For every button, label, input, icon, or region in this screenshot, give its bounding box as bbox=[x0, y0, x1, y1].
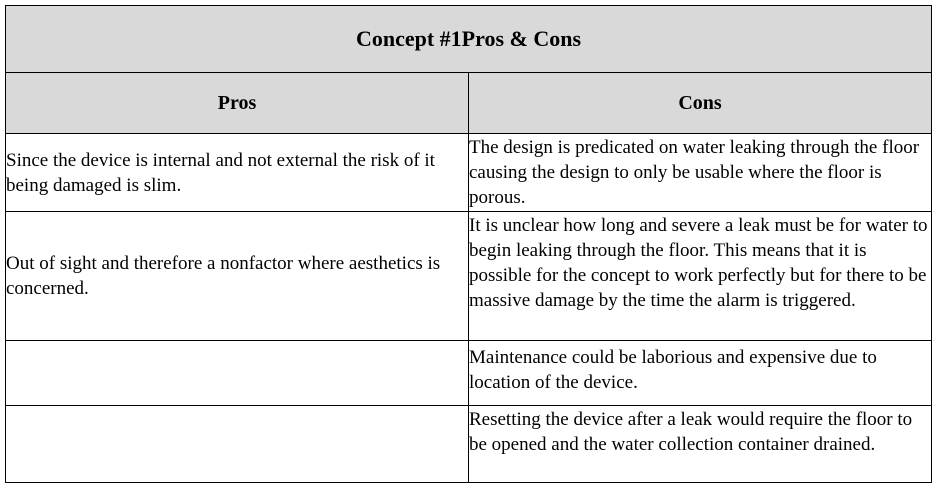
table-row bbox=[6, 341, 932, 406]
pros-cons-table bbox=[5, 5, 932, 483]
header-row bbox=[6, 73, 932, 134]
pro-cell: Since the device is internal and not external the risk of it being damaged is slim. bbox=[6, 134, 469, 212]
table-title: Concept #1Pros & Cons bbox=[6, 6, 932, 73]
con-cell: The design is predicated on water leaking through the floor causing the design to only be usable where the floor is porous. bbox=[469, 134, 932, 212]
table-row bbox=[6, 134, 932, 212]
pro-cell bbox=[6, 341, 469, 406]
pros-header: Pros bbox=[6, 73, 469, 134]
pro-cell: Out of sight and therefore a nonfactor where aesthetics is concerned. bbox=[6, 212, 469, 341]
title-row bbox=[6, 6, 932, 73]
con-cell: Resetting the device after a leak would require the floor to be opened and the water collection container drained. bbox=[469, 406, 932, 483]
con-cell: Maintenance could be laborious and expensive due to location of the device. bbox=[469, 341, 932, 406]
cons-header: Cons bbox=[469, 73, 932, 134]
con-cell: It is unclear how long and severe a leak must be for water to begin leaking through the floor. This means that it is possible for the concept to work perfectly but for there to be massive damage by the time the alarm is triggered. bbox=[469, 212, 932, 341]
table-row bbox=[6, 406, 932, 483]
pro-cell bbox=[6, 406, 469, 483]
table-row bbox=[6, 212, 932, 341]
